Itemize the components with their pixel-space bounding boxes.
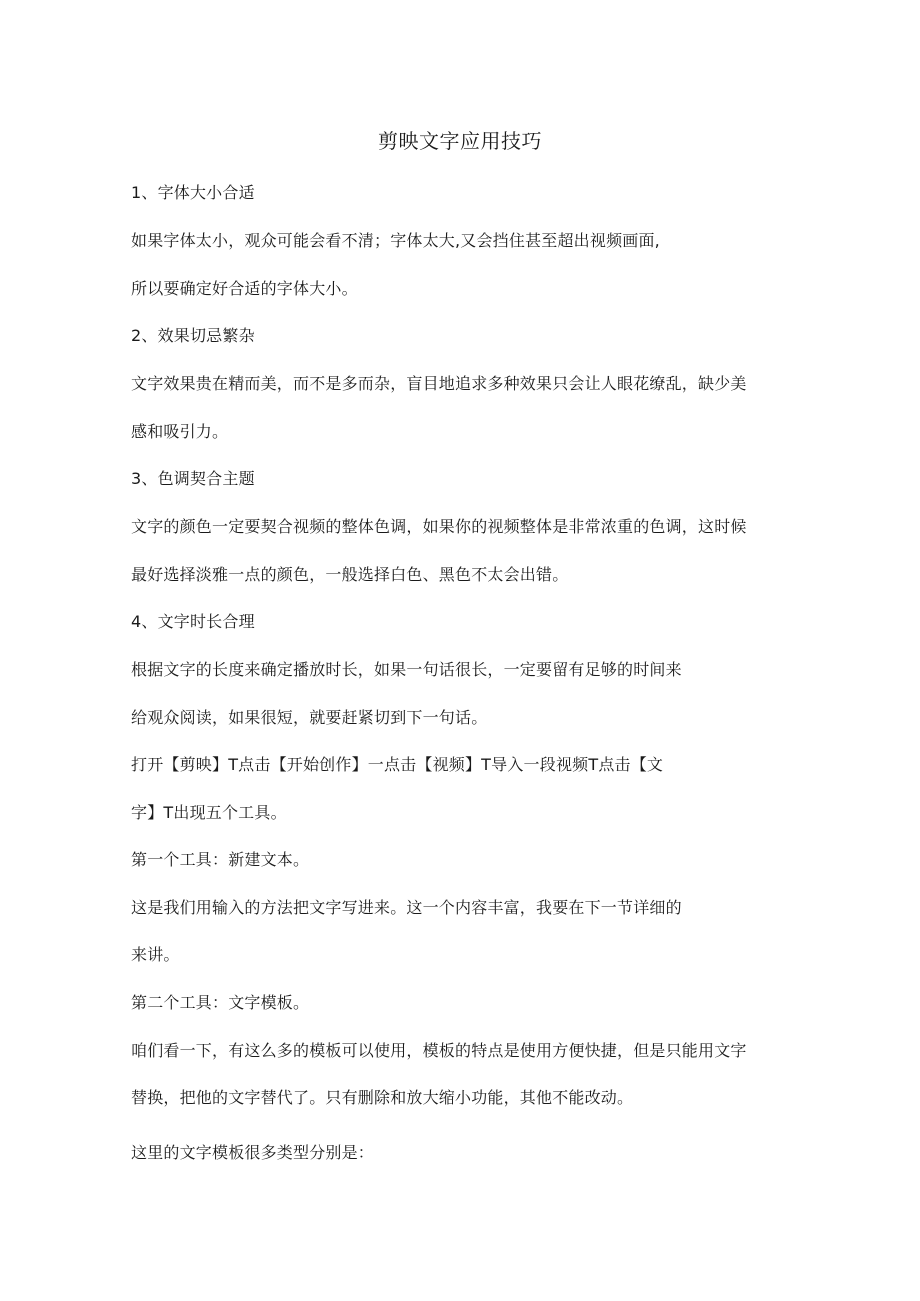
paragraph-line: 打开【剪映】T点击【开始创作】一点击【视频】T导入一段视频T点击【文 [131,755,664,774]
heading-font-size: 1、字体大小合适 [131,183,255,202]
paragraph-line: 替换，把他的文字替代了。只有删除和放大缩小功能，其他不能改动。 [131,1088,634,1107]
paragraph-line: 这里的文字模板很多类型分别是： [131,1143,375,1162]
heading-duration: 4、文字时长合理 [131,612,255,631]
paragraph-line: 最好选择淡雅一点的颜色，一般选择白色、黑色不太会出错。 [131,565,569,584]
paragraph-line: 第一个工具：新建文本。 [131,850,310,869]
paragraph-line: 根据文字的长度来确定播放时长，如果一句话很长，一定要留有足够的时间来 [131,660,682,679]
paragraph-line: 字】T出现五个工具。 [131,803,287,822]
paragraph-line: 这是我们用输入的方法把文字写进来。这一个内容丰富，我要在下一节详细的 [131,898,682,917]
paragraph-line: 给观众阅读，如果很短，就要赶紧切到下一句话。 [131,708,488,727]
paragraph-line: 来讲。 [131,945,180,964]
heading-effects: 2、效果切忌繁杂 [131,326,255,345]
paragraph-line: 文字效果贵在精而美，而不是多而杂，盲目地追求多种效果只会让人眼花缭乱，缺少美 [131,374,747,393]
paragraph-line: 文字的颜色一定要契合视频的整体色调，如果你的视频整体是非常浓重的色调，这时候 [131,517,747,536]
document-title: 剪映文字应用技巧 [378,129,542,153]
paragraph-line: 咱们看一下，有这么多的模板可以使用，模板的特点是使用方便快捷，但是只能用文字 [131,1041,747,1060]
paragraph-line: 第二个工具：文字模板。 [131,993,310,1012]
paragraph-line: 感和吸引力。 [131,422,229,441]
paragraph-line: 如果字体太小，观众可能会看不清；字体太大,又会挡住甚至超出视频画面, [131,231,660,250]
heading-color-tone: 3、色调契合主题 [131,469,255,488]
paragraph-line: 所以要确定好合适的字体大小。 [131,279,358,298]
